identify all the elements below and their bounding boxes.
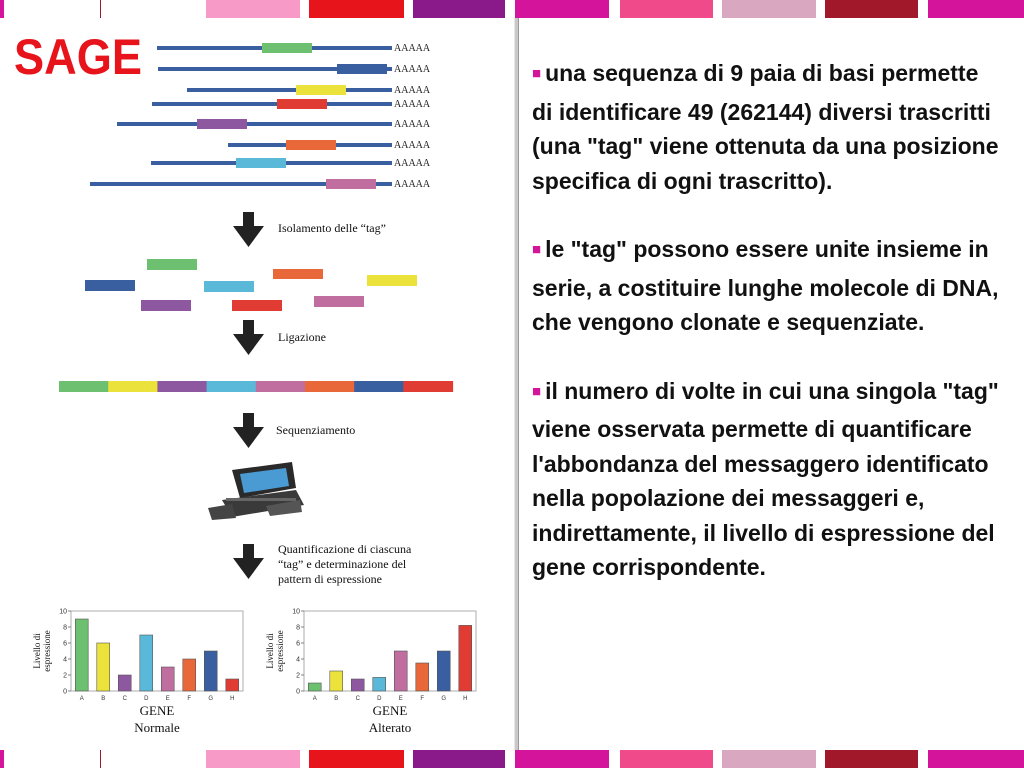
concatemer-tag: [207, 381, 257, 392]
poly-a-label: AAAAA: [394, 179, 431, 190]
strand-tag: [296, 85, 346, 95]
stripe-segment: [928, 0, 1024, 18]
poly-a-label: AAAAA: [394, 158, 431, 169]
x-tick-label: D: [144, 696, 149, 702]
y-tick-label: 10: [59, 608, 67, 616]
chart-gene-alterato: [265, 609, 476, 736]
poly-a-label: AAAAA: [394, 85, 431, 96]
stripe-segment: [515, 750, 609, 768]
concatemer-tag: [157, 381, 207, 392]
y-tick-label: 4: [296, 656, 300, 664]
y-tick-label: 6: [63, 640, 67, 648]
stripe-segment: [206, 750, 300, 768]
concatemer-tag: [354, 381, 404, 392]
x-tick-label: G: [441, 696, 447, 702]
x-tick-label: F: [187, 696, 192, 702]
stripe-segment: [928, 750, 1024, 768]
square-bullet-icon: ■: [532, 65, 542, 82]
x-tick-label: B: [334, 696, 339, 702]
y-tick-label: 10: [292, 608, 300, 616]
y-tick-label: 0: [63, 688, 67, 696]
chart-title: Alterato: [368, 720, 412, 735]
concatemer-tag: [59, 381, 109, 392]
tag-red: [232, 300, 282, 311]
bullet-list: [532, 56, 1002, 619]
stripe-segment: [722, 750, 816, 768]
step-ligation-label: Ligazione: [278, 330, 326, 344]
y-tick-label: 8: [296, 624, 300, 632]
tag-yellow: [367, 275, 417, 286]
strand-tag: [262, 43, 312, 53]
poly-a-label: AAAAA: [394, 43, 431, 54]
chart-title: Normale: [134, 720, 180, 735]
bar-F: [416, 663, 429, 691]
chart-title: GENE: [372, 703, 408, 718]
bar-D: [373, 677, 386, 691]
step-quantification-line-2: “tag” e determinazione del: [278, 557, 407, 571]
y-tick-label: 8: [63, 624, 67, 632]
down-arrow-icon: [233, 212, 264, 247]
bar-F: [183, 659, 196, 691]
tag-purple: [141, 300, 191, 311]
stripe-segment: [100, 750, 101, 768]
square-bullet-icon: ■: [532, 241, 542, 258]
step-quantification-line-1: Quantificazione di ciascuna: [278, 542, 412, 556]
concatenated-tags: [59, 381, 453, 392]
x-tick-label: H: [463, 696, 468, 702]
x-tick-label: A: [79, 696, 84, 702]
computer-icon: [208, 462, 304, 520]
sage-diagram: [0, 0, 514, 750]
y-axis-label: espressione: [275, 630, 285, 672]
stripe-segment: [515, 0, 609, 18]
bullet-item: [532, 56, 1002, 198]
strand-tag: [236, 158, 286, 168]
tag-green: [147, 259, 197, 270]
tag-cyan: [204, 281, 254, 292]
bullet-text: una sequenza di 9 paia di basi permette di identificare 49 (262144) diversi trascritti (una "tag" viene ottenuta da una posizione specifica di ogni trascritto).: [532, 60, 999, 194]
poly-a-label: AAAAA: [394, 64, 431, 75]
bullet-item: [532, 374, 1002, 585]
bar-C: [351, 679, 364, 691]
bar-D: [140, 635, 153, 691]
bar-A: [75, 619, 88, 691]
y-tick-label: 2: [296, 672, 300, 680]
x-tick-label: C: [122, 696, 127, 702]
x-tick-label: E: [165, 696, 170, 702]
x-tick-label: B: [101, 696, 106, 702]
concatemer-tag: [108, 381, 158, 392]
y-tick-label: 2: [63, 672, 67, 680]
stripe-segment: [620, 750, 713, 768]
y-tick-label: 0: [296, 688, 300, 696]
x-tick-label: G: [208, 696, 214, 702]
bar-E: [394, 651, 407, 691]
strand-tag: [286, 140, 336, 150]
stripe-segment: [825, 750, 918, 768]
square-bullet-icon: ■: [532, 382, 542, 400]
step-isolation-label: Isolamento delle “tag”: [278, 221, 386, 235]
y-axis-label: Livello di: [265, 633, 275, 669]
bar-H: [459, 625, 472, 691]
stripe-segment: [620, 0, 713, 18]
bullet-text: il numero di volte in cui una singola "tag" viene osservata permette di quantificare l'abbondanza del messaggero identificato nella popolazione dei messaggeri e, indirettamente, il livello di espressione del gene corrispondente.: [532, 377, 999, 580]
poly-a-label: AAAAA: [394, 140, 431, 151]
bar-G: [437, 651, 450, 691]
strand-tag: [277, 99, 327, 109]
mrna-strand: [152, 102, 392, 106]
isolated-tags: [85, 259, 417, 311]
mrna-strand: [117, 122, 392, 126]
concatemer-tag: [256, 381, 306, 392]
y-axis-label: espressione: [42, 630, 52, 672]
bar-G: [204, 651, 217, 691]
x-tick-label: E: [398, 696, 403, 702]
x-tick-label: H: [230, 696, 235, 702]
tag-pink: [314, 296, 364, 307]
poly-a-label: AAAAA: [394, 119, 431, 130]
bar-C: [118, 675, 131, 691]
step-quantification-line-3: pattern di espressione: [278, 572, 382, 586]
page-title: SAGE: [14, 29, 142, 85]
down-arrow-icon: [233, 413, 264, 448]
chart-gene-normale: [32, 609, 243, 736]
vertical-divider: [514, 18, 519, 750]
x-tick-label: C: [355, 696, 360, 702]
stripe-segment: [413, 750, 505, 768]
concatemer-tag: [403, 381, 453, 392]
down-arrow-icon: [233, 320, 264, 355]
concatemer-tag: [305, 381, 355, 392]
x-tick-label: F: [420, 696, 425, 702]
mrna-strand: [187, 88, 392, 92]
chart-title: GENE: [139, 703, 175, 718]
bar-B: [97, 643, 110, 691]
bullet-text: le "tag" possono essere unite insieme in serie, a costituire lunghe molecole di DNA, che vengono clonate e sequenziate.: [532, 236, 999, 335]
bar-E: [161, 667, 174, 691]
poly-a-label: AAAAA: [394, 99, 431, 110]
x-tick-label: A: [312, 696, 317, 702]
down-arrow-icon: [233, 544, 264, 579]
y-tick-label: 4: [63, 656, 67, 664]
stripe-segment: [722, 0, 816, 18]
bottom-color-stripe: [0, 750, 1024, 768]
step-sequencing-label: Sequenziamento: [276, 423, 356, 437]
tag-orange: [273, 269, 323, 279]
y-axis-label: Livello di: [32, 633, 42, 669]
y-tick-label: 6: [296, 640, 300, 648]
x-tick-label: D: [377, 696, 382, 702]
bar-H: [226, 679, 239, 691]
strand-tag: [337, 64, 387, 74]
bar-B: [330, 671, 343, 691]
stripe-segment: [309, 750, 404, 768]
bullet-item: [532, 232, 1002, 340]
stripe-segment: [0, 750, 4, 768]
stripe-segment: [825, 0, 918, 18]
strand-tag: [326, 179, 376, 189]
strand-tag: [197, 119, 247, 129]
tag-blue: [85, 280, 135, 291]
bar-A: [308, 683, 321, 691]
